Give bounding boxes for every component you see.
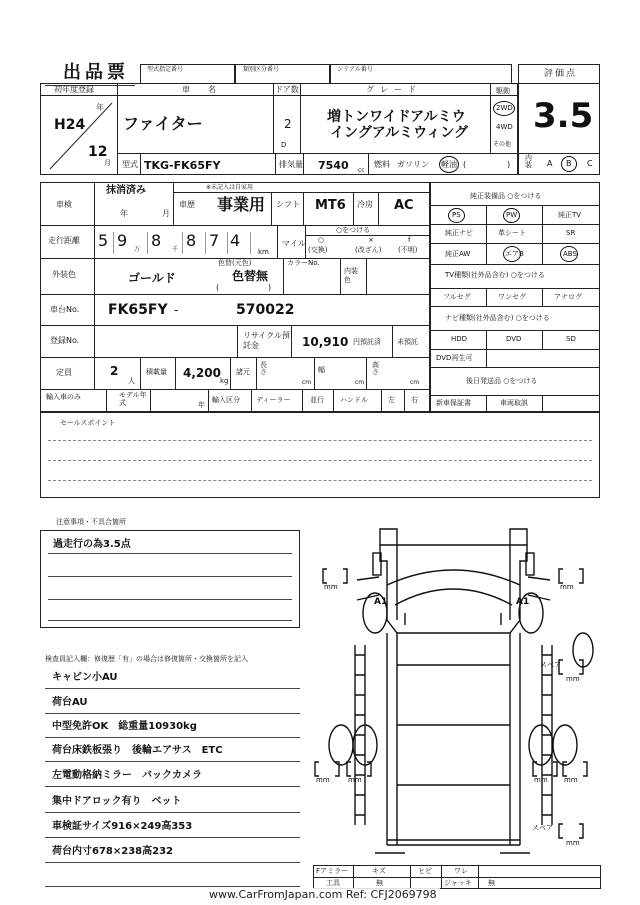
equip-airbag: エアB bbox=[505, 250, 524, 258]
tyre-mm-rear-4: mm bbox=[564, 776, 578, 784]
inspector-line-3: 中型免許OK 総重量10930kg bbox=[52, 721, 197, 732]
tv-fullseg: フルセグ bbox=[443, 293, 471, 301]
tyre-mm-rear-2: mm bbox=[348, 776, 362, 784]
recycle-unit: 円預託済 bbox=[353, 338, 381, 346]
mileage-man: 万 bbox=[134, 246, 141, 253]
import-label: 輸入車のみ bbox=[46, 393, 81, 401]
interior-b: B bbox=[566, 159, 572, 168]
exterior-label: 外装色 bbox=[52, 270, 76, 279]
inspector-line-4: 荷台床鉄板張り 後輪エアサス ETC bbox=[52, 745, 223, 756]
model-year-label: モデル年式 bbox=[119, 391, 147, 408]
equip-ps: PS bbox=[452, 211, 461, 219]
chassis-model: FK65FY bbox=[108, 302, 168, 318]
watermark: www.CarFromJapan.com Ref: CFJ2069798 bbox=[206, 888, 440, 901]
shift-label: シフト bbox=[276, 200, 300, 209]
equip-sr: SR bbox=[566, 229, 576, 237]
equip-navi: 純正ナビ bbox=[445, 229, 473, 237]
inspector-line-6: 集中ドアロック有り ベット bbox=[52, 796, 182, 807]
legend-scratch: キズ bbox=[372, 867, 386, 875]
fuel-paren-open: ( bbox=[463, 160, 467, 169]
car-name-label: 車名 bbox=[182, 85, 234, 94]
navi-type-title: ナビ種類(社外品含む) ○をつける bbox=[445, 314, 550, 322]
recycle-value: 10,910 bbox=[302, 335, 349, 349]
inspector-label: 検査員記入欄：修復歴「有」の場合は修復箇所・交換箇所を記入 bbox=[45, 655, 248, 663]
color-change-label: 色替(元色) bbox=[218, 259, 252, 267]
ac-label: 冷房 bbox=[357, 200, 373, 209]
delivery-title: 後日発送品 ○をつける bbox=[466, 377, 538, 385]
navi-sd: SD bbox=[566, 335, 576, 343]
navi-dvd: DVD bbox=[506, 335, 522, 343]
recycle-unpaid: 未預託 bbox=[397, 338, 418, 346]
legend-tools-value: 無 bbox=[376, 879, 383, 887]
car-name: ファイター bbox=[123, 114, 203, 133]
category-number-label: 類別区分番号 bbox=[243, 66, 280, 73]
inspection-label: 車検 bbox=[56, 200, 72, 209]
height-label: 高さ bbox=[372, 361, 379, 376]
legend-door-mirror: Fアミラー bbox=[316, 867, 349, 875]
standard-equipment-title: 純正装備品 ○をつける bbox=[470, 192, 542, 200]
rating-value: 3.5 bbox=[533, 96, 594, 136]
doors-unit: D bbox=[281, 141, 287, 149]
equip-abs: ABS bbox=[563, 250, 577, 258]
tv-analog: アナログ bbox=[554, 293, 582, 301]
drive-4wd: 4WD bbox=[496, 123, 513, 131]
mileage-label: 走行距離 bbox=[48, 236, 80, 245]
doors-value: 2 bbox=[284, 117, 292, 131]
color-no-label: カラーNo. bbox=[287, 259, 320, 267]
history-value: 事業用 bbox=[217, 195, 266, 214]
sheet-title: 出品票 bbox=[63, 62, 129, 83]
load-unit: kg bbox=[220, 377, 229, 385]
dealer-label: ディーラー bbox=[256, 396, 291, 404]
unregistered-note: ※未記入は自家用 bbox=[206, 184, 254, 191]
capacity-label: 定員 bbox=[56, 368, 72, 377]
inspector-line-1: キャビン小AU bbox=[52, 672, 118, 683]
rating-label: 評価点 bbox=[544, 69, 578, 79]
interior-color-label: 内装色 bbox=[344, 267, 358, 285]
inspection-value: 抹消済み bbox=[106, 185, 146, 196]
legend-crack: ヒビ bbox=[418, 867, 432, 875]
length-unit: cm bbox=[302, 379, 312, 386]
tyre-mm-rear-3: mm bbox=[534, 776, 548, 784]
equip-leather: 革シート bbox=[498, 229, 526, 237]
caution-line-1: 過走行の為3.5点 bbox=[53, 539, 131, 550]
mileage-unit: km bbox=[258, 248, 269, 256]
color-change-paren-open: ( bbox=[216, 283, 220, 292]
grade-label: グレード bbox=[366, 85, 422, 94]
mile-tampered: (改ざん) bbox=[355, 246, 382, 254]
width-unit: cm bbox=[355, 379, 365, 386]
shift-value: MT6 bbox=[315, 198, 346, 213]
inspector-line-2: 荷台AU bbox=[52, 697, 88, 708]
mile-option-x: × bbox=[368, 236, 374, 244]
parallel-label: 並行 bbox=[310, 396, 324, 404]
mile-unknown: (不明) bbox=[398, 246, 418, 254]
displacement-unit: cc bbox=[358, 167, 365, 174]
vehicle-diagram bbox=[305, 525, 605, 870]
damage-a1-left: A1 bbox=[374, 597, 388, 607]
displacement-label: 排気量 bbox=[279, 160, 303, 169]
mile-exchange: (交換) bbox=[308, 246, 328, 254]
type-designation-label: 型式指定番号 bbox=[147, 66, 184, 73]
legend-jack-value: 無 bbox=[488, 879, 495, 887]
reg-no-label: 登録No. bbox=[50, 336, 80, 345]
spare-label-2: スペア bbox=[532, 824, 553, 832]
chassis-label: 車台No. bbox=[50, 305, 80, 314]
exterior-value: ゴールド bbox=[128, 271, 176, 285]
month-kanji: 月 bbox=[104, 159, 111, 167]
spare-mm-1: mm bbox=[566, 675, 580, 683]
spare-label-1: スペア bbox=[540, 661, 561, 669]
inspection-month: 月 bbox=[162, 209, 170, 218]
delivery-manual: 車両取説 bbox=[500, 399, 528, 407]
tyre-mm-front-right: mm bbox=[560, 583, 574, 591]
first-reg-month: 12 bbox=[88, 144, 108, 160]
inspector-line-8: 荷台内寸678×238高232 bbox=[52, 846, 174, 857]
navi-dvd-play: DVD再生可 bbox=[436, 354, 473, 362]
fuel-diesel: 軽油 bbox=[441, 160, 457, 169]
first-reg-year: H24 bbox=[54, 117, 86, 133]
mileage-digit-5: 7 bbox=[209, 231, 220, 250]
legend-crack2: ワレ bbox=[454, 867, 468, 875]
mile-option-f: f bbox=[408, 236, 411, 244]
grade-line-2: イングアルミウィング bbox=[330, 125, 469, 141]
main-table bbox=[40, 182, 430, 412]
inspector-line-5: 左電動格納ミラー バックカメラ bbox=[52, 770, 202, 781]
mileage-digit-6: 4 bbox=[230, 231, 241, 250]
model-label: 型式 bbox=[122, 160, 138, 169]
fuel-paren-close: ) bbox=[507, 160, 511, 169]
model-value: TKG-FK65FY bbox=[144, 159, 221, 172]
ac-value: AC bbox=[394, 198, 414, 213]
tv-type-title: TV種類(社外品含む) ○をつける bbox=[445, 271, 545, 279]
damage-a1-right: A1 bbox=[516, 597, 530, 607]
spare-mm-2: mm bbox=[566, 839, 580, 847]
year-kanji: 年 bbox=[96, 103, 104, 112]
capacity-unit: 人 bbox=[128, 377, 135, 385]
width-label: 幅 bbox=[318, 366, 325, 374]
legend-jack: ジャッキ bbox=[444, 879, 472, 887]
caution-label: 注意事項・不具合箇所 bbox=[56, 518, 126, 526]
chassis-number: 570022 bbox=[236, 302, 295, 318]
inspector-line-7: 車検証サイズ916×249高353 bbox=[52, 821, 193, 832]
color-change-paren-close: ) bbox=[268, 283, 272, 292]
tv-oneseg: ワンセグ bbox=[498, 293, 526, 301]
mileage-digit-1: 5 bbox=[98, 231, 109, 250]
legend-tools: 工具 bbox=[326, 879, 340, 887]
delivery-warranty: 新車保証書 bbox=[436, 399, 471, 407]
model-year-unit: 年 bbox=[198, 401, 205, 409]
mileage-digit-4: 8 bbox=[186, 231, 197, 250]
grade-line-1: 増トンワイドアルミウ bbox=[327, 109, 466, 125]
handle-left: 左 bbox=[388, 396, 395, 404]
mileage-sen: 千 bbox=[172, 246, 179, 253]
first-reg-label: 初年度登録 bbox=[54, 85, 94, 94]
capacity-value: 2 bbox=[110, 364, 119, 378]
sales-point-label: セールスポイント bbox=[60, 419, 116, 427]
navi-hdd: HDD bbox=[451, 335, 468, 343]
sales-point-box bbox=[40, 412, 600, 498]
mileage-digit-2: 9 bbox=[117, 231, 128, 250]
length-label: 長さ bbox=[260, 361, 267, 376]
fuel-label: 燃料 bbox=[374, 160, 390, 169]
drive-other: その他 bbox=[493, 141, 512, 148]
import-class-label: 輸入区分 bbox=[212, 396, 240, 404]
equip-pw: PW bbox=[506, 211, 518, 219]
equip-aw: 純正AW bbox=[445, 250, 471, 258]
fuel-gasoline: ガソリン bbox=[397, 160, 429, 169]
doors-label: ドア数 bbox=[275, 85, 299, 94]
inspection-year: 年 bbox=[120, 209, 128, 218]
serial-number-label: シリアル番号 bbox=[337, 66, 373, 73]
mile-circle-note: ○をつける bbox=[336, 226, 371, 234]
history-label: 車歴 bbox=[179, 200, 195, 209]
displacement-value: 7540 bbox=[318, 159, 349, 172]
handle-label: ハンドル bbox=[340, 396, 368, 404]
equip-tv: 純正TV bbox=[558, 211, 582, 219]
interior-a: A bbox=[547, 159, 553, 168]
height-unit: cm bbox=[410, 379, 420, 386]
tyre-mm-rear-1: mm bbox=[316, 776, 330, 784]
interior-c: C bbox=[587, 159, 593, 168]
load-value: 4,200 bbox=[183, 366, 221, 380]
color-change-value: 色替無 bbox=[232, 269, 269, 283]
drive-2wd: 2WD bbox=[496, 104, 513, 112]
drive-label: 駆動 bbox=[496, 87, 510, 95]
load-label: 積載量 bbox=[146, 368, 167, 376]
dim-label: 諸元 bbox=[236, 368, 250, 376]
mileage-digit-3: 8 bbox=[151, 231, 162, 250]
recycle-label: リサイクル預託金 bbox=[243, 331, 290, 350]
handle-right: 右 bbox=[411, 396, 418, 404]
mile-option-o: ○ bbox=[318, 236, 325, 244]
mile-label: マイル bbox=[282, 239, 306, 248]
tyre-mm-front-left: mm bbox=[324, 583, 338, 591]
interior-label: 内装 bbox=[525, 154, 532, 169]
chassis-dash: - bbox=[174, 303, 179, 317]
